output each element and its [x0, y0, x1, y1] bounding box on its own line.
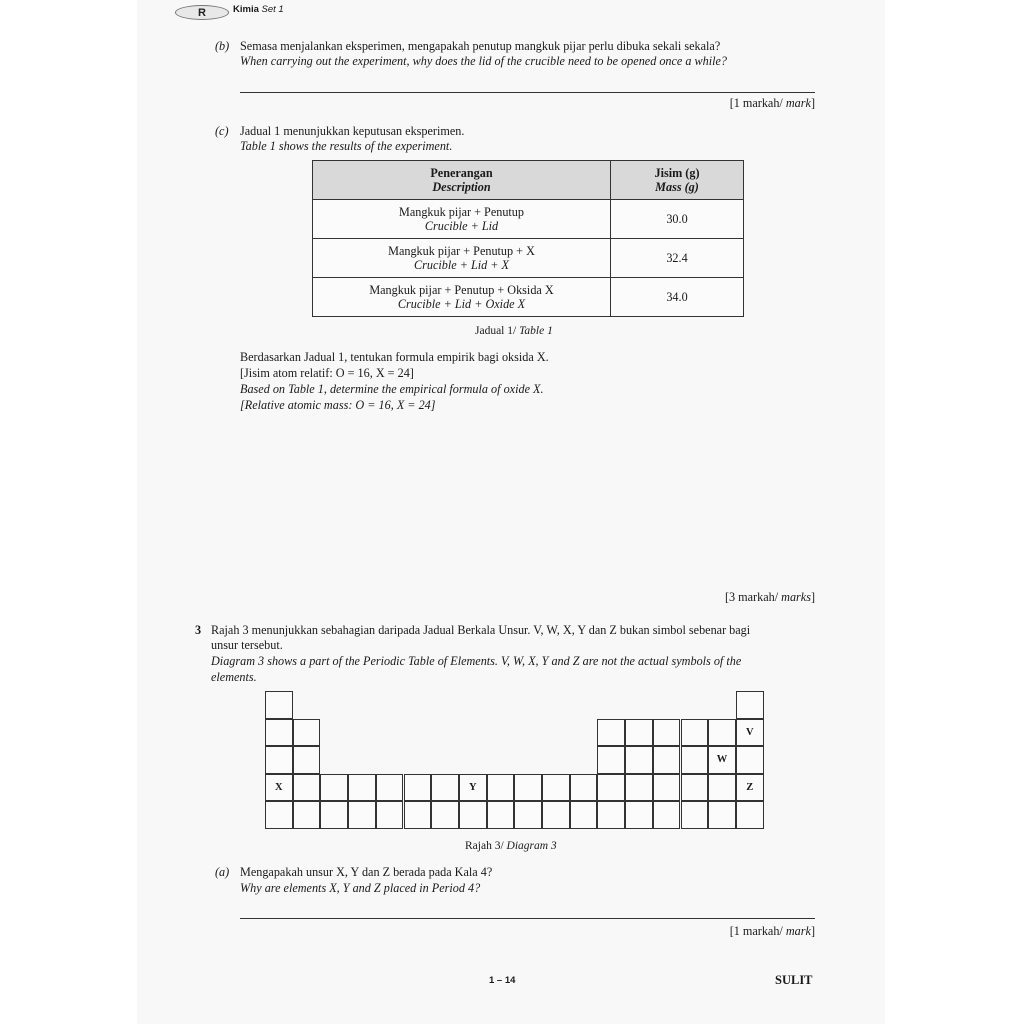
q2c-intro-en: Table 1 shows the results of the experiment. — [240, 139, 453, 153]
results-table — [312, 160, 744, 317]
row-mass: 34.0 — [611, 278, 744, 317]
q2b-answer-line[interactable] — [240, 92, 815, 93]
q2c-answer-space[interactable] — [240, 415, 815, 585]
element-cell-x: X — [265, 774, 293, 802]
row-description: Mangkuk pijar + Penutup Crucible + Lid — [313, 200, 611, 239]
element-cell — [514, 774, 542, 802]
q2b-label: (b) — [215, 39, 230, 53]
element-cell — [542, 801, 570, 829]
element-cell — [681, 774, 709, 802]
q2c-task-ms: Berdasarkan Jadual 1, tentukan formula empirik bagi oksida X. — [240, 350, 549, 364]
element-cell — [653, 746, 681, 774]
element-cell — [625, 719, 653, 747]
classification-label: SULIT — [775, 973, 813, 987]
element-cell — [681, 801, 709, 829]
element-cell — [293, 774, 321, 802]
element-cell — [736, 691, 764, 719]
element-cell — [320, 801, 348, 829]
q2c-task-en: Based on Table 1, determine the empirical formula of oxide X. — [240, 382, 544, 396]
element-cell-y: Y — [459, 774, 487, 802]
q3-text-ms-2: unsur tersebut. — [211, 638, 283, 652]
header-description: Penerangan Description — [313, 161, 611, 200]
element-cell — [431, 774, 459, 802]
element-cell — [597, 746, 625, 774]
element-cell — [320, 774, 348, 802]
q2c-ram-en: [Relative atomic mass: O = 16, X = 24] — [240, 398, 436, 412]
publisher-logo: R — [175, 5, 229, 20]
element-cell — [293, 746, 321, 774]
q3-text-en-1: Diagram 3 shows a part of the Periodic Table of Elements. V, W, X, Y and Z are not the actual symbols of the — [211, 654, 742, 668]
page-number: 1 – 14 — [489, 975, 516, 986]
element-cell — [736, 746, 764, 774]
table-row — [313, 239, 744, 278]
row-mass: 30.0 — [611, 200, 744, 239]
element-cell — [653, 719, 681, 747]
element-cell — [293, 719, 321, 747]
row-description: Mangkuk pijar + Penutup + Oksida X Crucible + Lid + Oxide X — [313, 278, 611, 317]
element-cell — [681, 746, 709, 774]
element-cell — [293, 801, 321, 829]
q2c-intro-ms: Jadual 1 menunjukkan keputusan eksperimen. — [240, 124, 465, 138]
element-cell — [376, 801, 404, 829]
element-cell-v: V — [736, 719, 764, 747]
element-cell — [625, 774, 653, 802]
row-mass: 32.4 — [611, 239, 744, 278]
element-cell — [570, 774, 598, 802]
element-cell — [653, 774, 681, 802]
element-cell — [265, 801, 293, 829]
q3a-question-en: Why are elements X, Y and Z placed in Period 4? — [240, 881, 481, 895]
q2b-question-ms: Semasa menjalankan eksperimen, mengapakah penutup mangkuk pijar perlu dibuka sekali sekala? — [240, 39, 721, 53]
element-cell — [736, 801, 764, 829]
q3-text-ms-1: Rajah 3 menunjukkan sebahagian daripada Jadual Berkala Unsur. V, W, X, Y dan Z bukan simbol sebenar bagi — [211, 623, 751, 637]
table-row — [313, 278, 744, 317]
element-cell — [708, 719, 736, 747]
element-cell — [376, 774, 404, 802]
element-cell — [348, 801, 376, 829]
q2b-marks: [1 markah/ mark] — [729, 96, 815, 110]
table-row — [313, 200, 744, 239]
element-cell — [348, 774, 376, 802]
element-cell — [597, 774, 625, 802]
q3a-question-ms: Mengapakah unsur X, Y dan Z berada pada Kala 4? — [240, 865, 493, 879]
element-cell — [681, 719, 709, 747]
header-mass: Jisim (g) Mass (g) — [611, 161, 744, 200]
q3-number: 3 — [195, 623, 202, 637]
q2c-marks: [3 markah/ marks] — [724, 590, 815, 604]
element-cell — [708, 774, 736, 802]
q3a-answer-line[interactable] — [240, 918, 815, 919]
element-cell — [542, 774, 570, 802]
diagram-caption: Rajah 3/ Diagram 3 — [465, 840, 557, 852]
running-header — [233, 4, 284, 15]
element-cell — [459, 801, 487, 829]
q3a-marks: [1 markah/ mark] — [729, 924, 815, 938]
q2c-label: (c) — [215, 124, 229, 138]
element-cell — [653, 801, 681, 829]
set-label: Set 1 — [261, 4, 284, 15]
element-cell — [708, 801, 736, 829]
subject-title: Kimia — [233, 4, 259, 15]
element-cell — [404, 774, 432, 802]
q3a-label: (a) — [215, 865, 230, 879]
element-cell — [570, 801, 598, 829]
element-cell — [487, 801, 515, 829]
element-cell — [514, 801, 542, 829]
element-cell — [265, 719, 293, 747]
element-cell — [265, 746, 293, 774]
element-cell — [625, 801, 653, 829]
table-header-row — [313, 161, 744, 200]
q3-text-en-2: elements. — [211, 670, 257, 684]
table-caption: Jadual 1/ Table 1 — [475, 325, 553, 337]
element-cell-w: W — [708, 746, 736, 774]
element-cell — [431, 801, 459, 829]
element-cell — [404, 801, 432, 829]
element-cell-z: Z — [736, 774, 764, 802]
element-cell — [597, 801, 625, 829]
element-cell — [265, 691, 293, 719]
element-cell — [597, 719, 625, 747]
q2c-ram-ms: [Jisim atom relatif: O = 16, X = 24] — [240, 366, 414, 380]
element-cell — [487, 774, 515, 802]
row-description: Mangkuk pijar + Penutup + X Crucible + Lid + X — [313, 239, 611, 278]
element-cell — [625, 746, 653, 774]
q2b-question-en: When carrying out the experiment, why does the lid of the crucible need to be opened once a while? — [240, 54, 728, 68]
